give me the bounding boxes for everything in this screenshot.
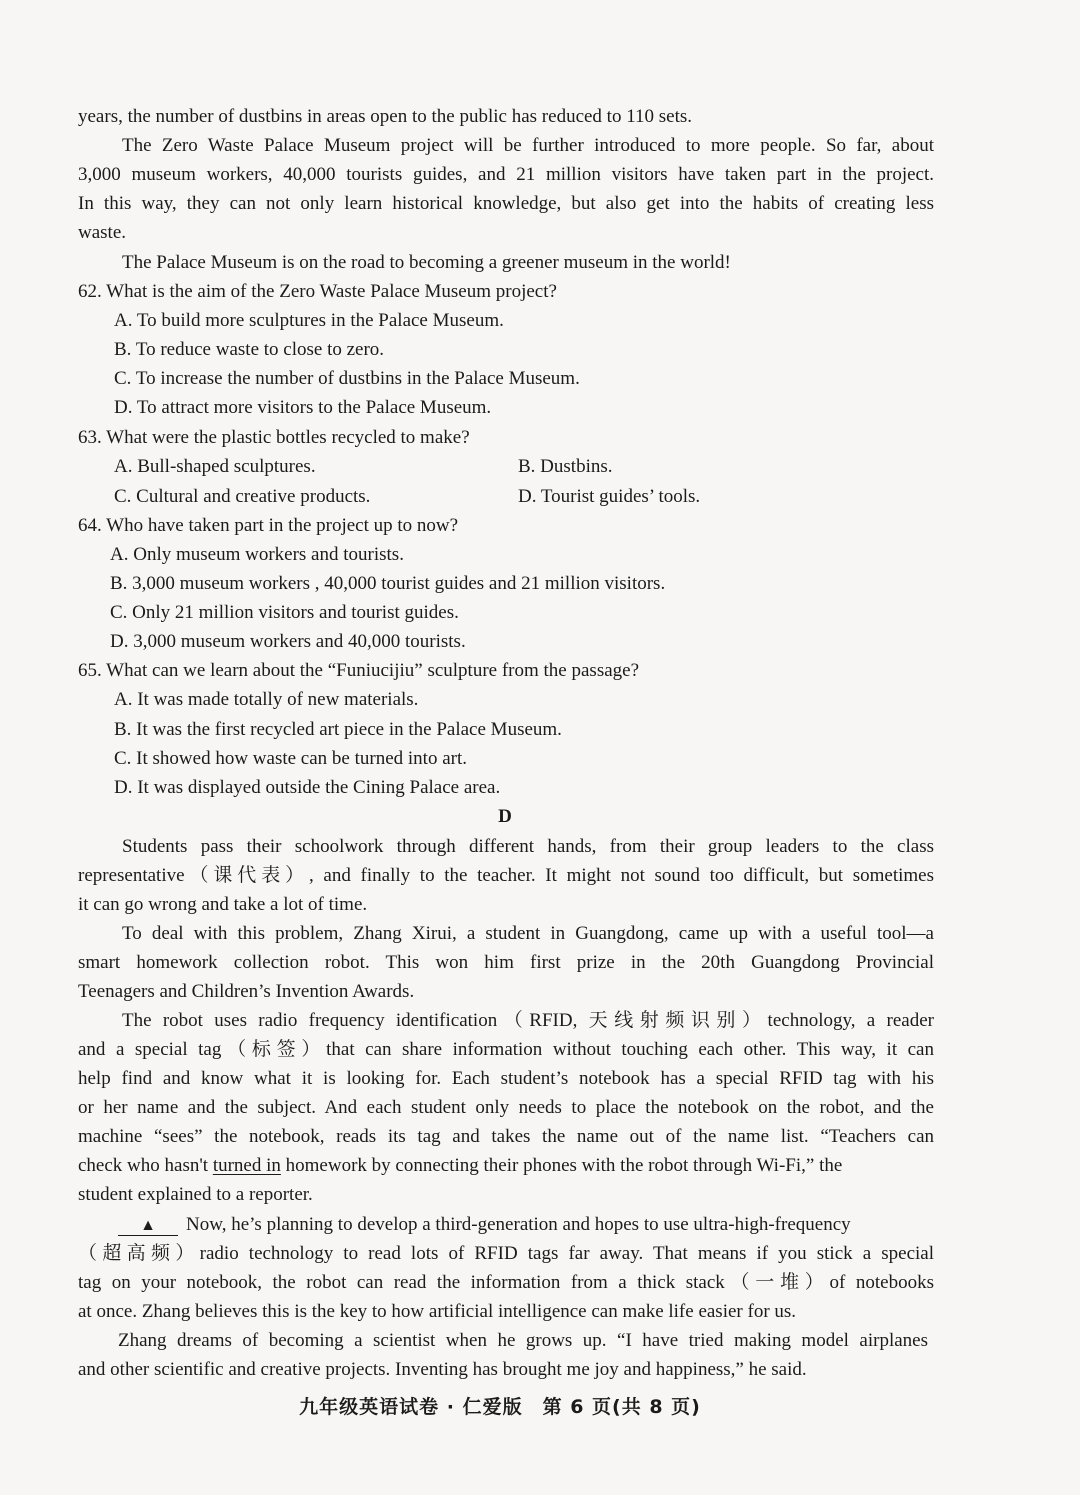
passage-line: it can go wrong and take a lot of time. [78,894,368,915]
answer-option: A. Only museum workers and tourists. [110,544,404,565]
line-text: Now, he’s planning to develop a third-generation and hopes to use ultra-high-frequency [186,1214,851,1235]
answer-option: D. To attract more visitors to the Palace Museum. [114,397,492,418]
passage-line: waste. [78,222,127,243]
question-stem: 64. Who have taken part in the project up to now? [78,515,459,536]
passage-line: tag on your notebook, the robot can read the information from a thick stack（一堆）of notebooks [78,1272,934,1293]
answer-option: A. Bull-shaped sculptures. [114,456,316,477]
answer-option: C. To increase the number of dustbins in the Palace Museum. [114,368,580,389]
passage-line: 3,000 museum workers, 40,000 tourists guides, and 21 million visitors have taken part in the project. [78,164,934,185]
question-stem: 65. What can we learn about the “Funiucijiu” sculpture from the passage? [78,660,640,681]
passage-line: years, the number of dustbins in areas open to the public has reduced to 110 sets. [78,106,693,127]
passage-line: Teenagers and Children’s Invention Awards. [78,981,415,1002]
answer-option: B. It was the first recycled art piece in the Palace Museum. [114,719,562,740]
underlined-phrase: turned in [212,1155,281,1176]
answer-option: B. Dustbins. [518,456,613,477]
passage-line: representative（课代表）, and finally to the teacher. It might not sound too difficult, but sometimes [78,865,934,886]
passage-line [78,1154,934,1178]
passage-line: Zhang dreams of becoming a scientist when he grows up. “I have tried making model airplanes [118,1330,928,1351]
line-text: homework by connecting their phones with the robot through Wi-Fi,” the [285,1155,843,1176]
answer-option: C. Cultural and creative products. [114,486,371,507]
passage-line: and other scientific and creative projects. Inventing has brought me joy and happiness,” he said. [78,1359,807,1380]
passage-line: machine “sees” the notebook, reads its tag and takes the name out of the name list. “Teachers can [78,1126,934,1147]
line-text: check who hasn't [78,1155,209,1176]
passage-line: help find and know what it is looking for. Each student’s notebook has a special RFID tag with his [78,1068,934,1089]
answer-option: D. It was displayed outside the Cining Palace area. [114,777,501,798]
answer-option: B. 3,000 museum workers , 40,000 tourist guides and 21 million visitors. [110,573,666,594]
answer-blank[interactable] [118,1213,178,1236]
answer-option: C. Only 21 million visitors and tourist guides. [110,602,459,623]
answer-option: B. To reduce waste to close to zero. [114,339,385,360]
passage-line: To deal with this problem, Zhang Xirui, a student in Guangdong, came up with a useful tool—a [122,923,934,944]
answer-option: D. Tourist guides’ tools. [518,486,701,507]
section-heading: D [498,806,512,827]
triangle-icon: ▲ [140,1217,156,1234]
answer-option: C. It showed how waste can be turned into art. [114,748,467,769]
page-footer: 九年级英语试卷 · 仁爱版 第 6 页(共 8 页) [299,1396,701,1418]
passage-line: （超高频）radio technology to read lots of RFID tags far away. That means if you stick a special [78,1243,934,1264]
passage-line: student explained to a reporter. [78,1184,313,1205]
passage-line: at once. Zhang believes this is the key to how artificial intelligence can make life easier for us. [78,1301,797,1322]
answer-option: A. It was made totally of new materials. [114,689,419,710]
passage-line: The robot uses radio frequency identification（RFID, 天线射频识别）technology, a reader [122,1010,934,1031]
question-stem: 62. What is the aim of the Zero Waste Palace Museum project? [78,281,557,302]
passage-line: and a special tag（标签）that can share information without touching each other. This way, it can [78,1039,934,1060]
passage-line: The Palace Museum is on the road to becoming a greener museum in the world! [122,252,731,273]
passage-line [118,1213,934,1237]
passage-line: The Zero Waste Palace Museum project will be further introduced to more people. So far, about [122,135,934,156]
answer-option: D. 3,000 museum workers and 40,000 tourists. [110,631,466,652]
passage-line: Students pass their schoolwork through different hands, from their group leaders to the class [122,836,934,857]
passage-line: smart homework collection robot. This won him first prize in the 20th Guangdong Provincial [78,952,934,973]
passage-line: In this way, they can not only learn historical knowledge, but also get into the habits of creating less [78,193,934,214]
question-stem: 63. What were the plastic bottles recycled to make? [78,427,470,448]
passage-line: or her name and the subject. And each student only needs to place the notebook on the robot, and the [78,1097,934,1118]
answer-option: A. To build more sculptures in the Palace Museum. [114,310,504,331]
